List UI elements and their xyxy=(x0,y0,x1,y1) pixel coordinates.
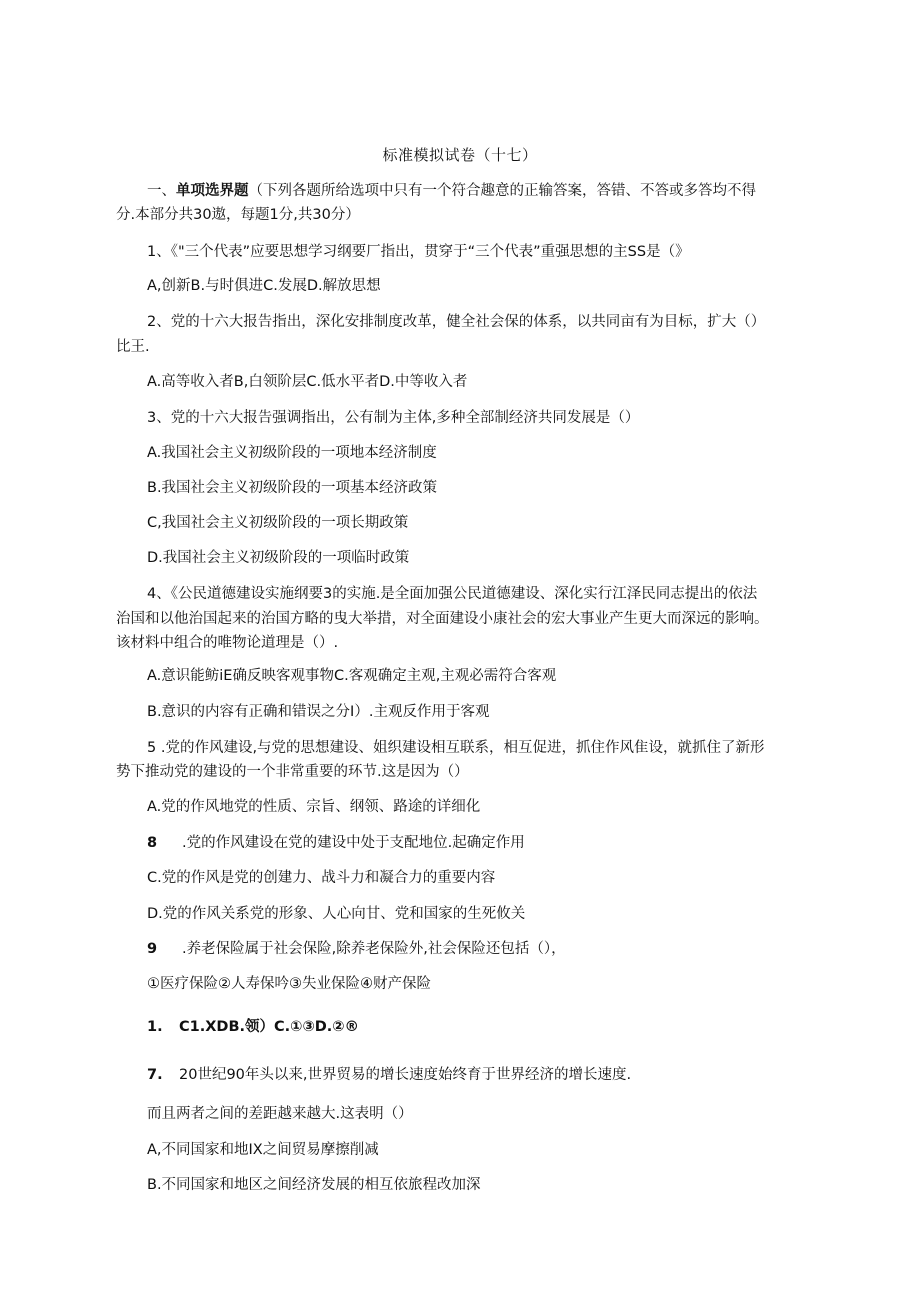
q5-option-b-number: 8 xyxy=(147,835,158,851)
q7-option-b: B.不同国家和地区之间经济发展的相互依旅程改加深 xyxy=(147,1177,481,1193)
q6-stem-number: 9 xyxy=(147,941,158,957)
q4-options-ac: A.意识能鲂iE确反映客观事物C.客观确定主观,主观必需符合客观 xyxy=(147,668,557,684)
section-heading-rest: （下列各题所给选项中只有一个符合趣意的正输答案，答错、不答或多答均不得 xyxy=(248,183,756,199)
q6-stem-text: .养老保险属于社会保险,除养老保险外,社会保险还包括（）， xyxy=(182,941,566,957)
q5-stem: 5 .党的作风建设,与党的思想建设、姐织建设相互联系，相互促进，抓住作风隹设，就抓住了新形 xyxy=(147,740,765,756)
q2-options: A.高等收入者B,白领阶层C.低水平者D.中等收入者 xyxy=(147,374,468,390)
q1-stem: 1、《"三个代表”应要思想学习纲要厂指出，贯穿于“三个代表”重强思想的主SS是（》 xyxy=(147,244,690,260)
q2-stem: 2、党的十六大报告指出，深化安排制度改革，健全社会保的体系，以共同亩有为目标，扩大（） xyxy=(147,314,766,330)
section-heading-cont: 分.本部分共30遨，每题1分,共30分） xyxy=(116,207,360,223)
section-heading-prefix: 一、 xyxy=(147,183,176,199)
q6-items: ①医疗保险②人寿保吟③失业保险④财产保险 xyxy=(147,976,431,992)
q4-stem-cont-2: 该材料中组合的唯物论道理是（）. xyxy=(116,635,339,651)
q4-stem-cont-1: 治国和以他治国起来的治国方略的曳大举措，对全面建设小康社会的宏大事业产生更大而深远的影响。 xyxy=(116,611,769,627)
q5-option-b xyxy=(147,833,525,853)
q3-stem: 3、党的十六大报告强调指出，公有制为主体,多种全部制经济共同发展是（） xyxy=(147,410,640,426)
q6-stem xyxy=(147,939,566,959)
section-heading-bold: 单项选界题 xyxy=(176,183,249,199)
q2-stem-cont: 比王. xyxy=(116,339,150,355)
q7-option-a: A,不同国家和地IX之间贸易摩擦削减 xyxy=(147,1142,379,1158)
q6-options-number: 1. xyxy=(147,1019,163,1035)
q5-option-a: A.党的作风地党的性质、宗旨、纲领、路途的详细化 xyxy=(147,799,481,815)
q5-option-b-text: .党的作风建设在党的建设中处于支配地位.起确定作用 xyxy=(182,835,525,851)
q1-options: A,创新B.与时俱进C.发展D.解放思想 xyxy=(147,278,381,294)
q3-option-a: A.我国社会主义初级阶段的一项地本经济制度 xyxy=(147,445,437,461)
q3-option-c: C,我国社会主义初级阶段的一项长期政策 xyxy=(147,515,409,531)
q7-stem xyxy=(147,1065,631,1085)
q3-option-d: D.我国社会主义初级阶段的一项临时政策 xyxy=(147,550,410,566)
section-heading xyxy=(147,181,756,201)
q4-stem: 4、《公民道德建设实施纲要3的实施.是全面加强公民道德建设、深化实行江泽民同志提出的依法 xyxy=(147,586,758,602)
q5-option-c: C.党的作风是党的创建力、战斗力和凝合力的重要内容 xyxy=(147,870,496,886)
q4-options-bd: B.意识的内容有正确和错误之分I）.主观反作用于客观 xyxy=(147,704,490,720)
q5-option-d: D.党的作风关系党的形象、人心向甘、党和国家的生死攸关 xyxy=(147,906,526,922)
page-title: 标准模拟试卷（十七） xyxy=(382,146,538,164)
q6-options xyxy=(147,1017,359,1037)
q6-options-text: C1.XDB.领）C.①③D.②® xyxy=(179,1019,360,1035)
q3-option-b: B.我国社会主义初级阶段的一项基本经济政策 xyxy=(147,480,438,496)
q7-stem-cont: 而且两者之间的差距越来越大.这表明（） xyxy=(147,1106,413,1122)
q7-stem-text: 20世纪90年头以来,世界贸易的增长速度始终育于世界经济的增长速度. xyxy=(179,1067,632,1083)
q5-stem-cont: 势下推动党的建设的一个非常重要的环节.这是因为（） xyxy=(116,764,469,780)
q7-stem-number: 7. xyxy=(147,1067,163,1083)
